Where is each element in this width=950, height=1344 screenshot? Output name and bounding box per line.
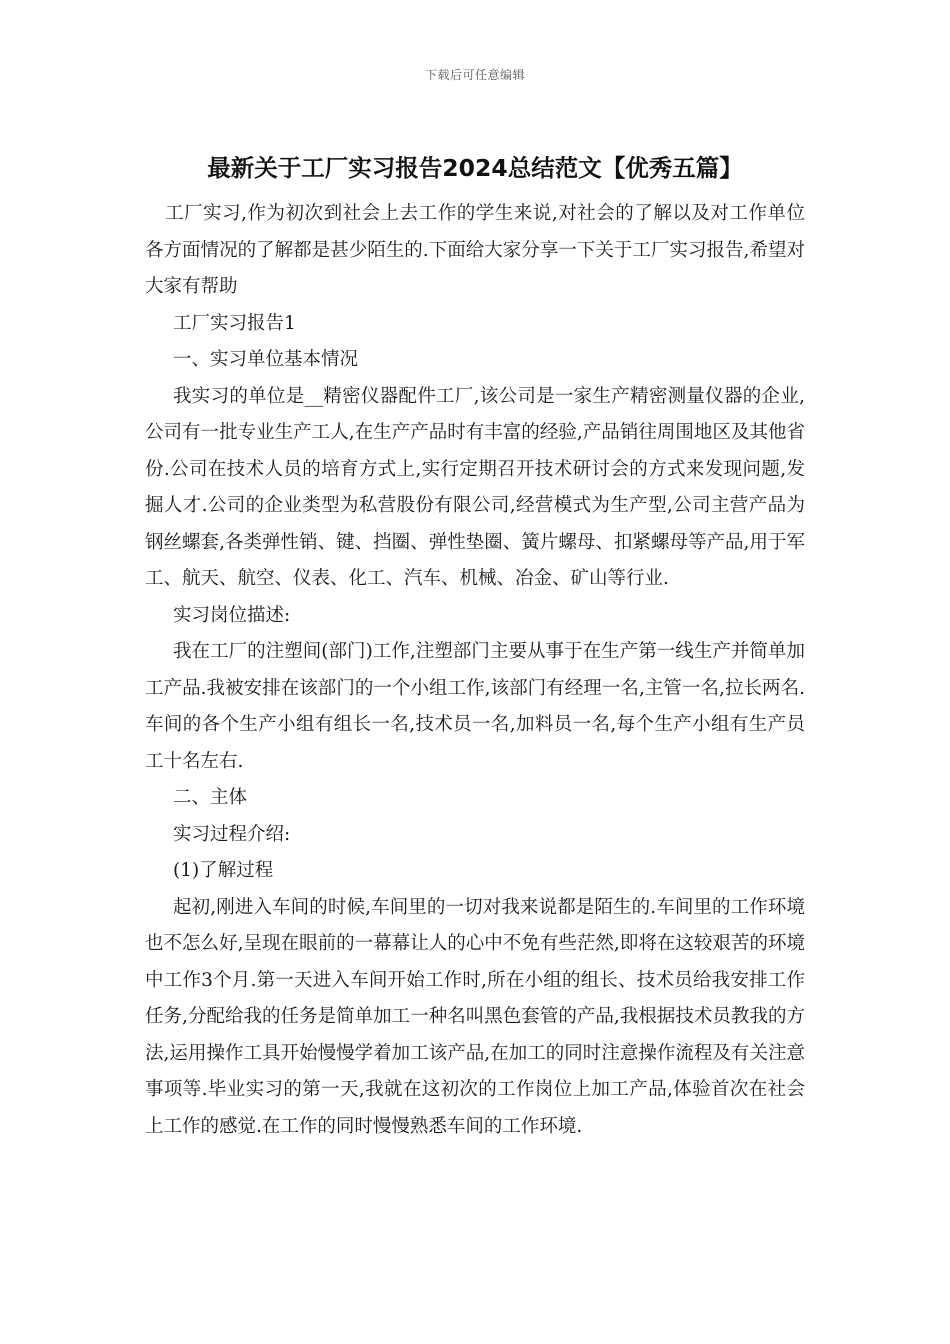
intro-paragraph: 工厂实习,作为初次到社会上去工作的学生来说,对社会的了解以及对工作单位各方面情况的了解都是甚少陌生的.下面给大家分享一下关于工厂实习报告,希望对大家有帮助 bbox=[145, 203, 805, 297]
section-heading-process: 实习过程介绍: bbox=[173, 823, 291, 845]
document-title: 最新关于工厂实习报告2024总结范文【优秀五篇】 bbox=[207, 154, 743, 182]
position-description-paragraph: 我在工厂的注塑间(部门)工作,注塑部门主要从事于在生产第一线生产并简单加工产品.我被安排在该部门的一个小组工作,该部门有经理一名,主管一名,拉长两名.车间的各个生产小组有组长一名,技术员一名,加料员一名,每个生产小组有生产员工十名左右. bbox=[145, 641, 805, 772]
section-heading-understanding: (1)了解过程 bbox=[173, 860, 274, 881]
company-description-paragraph: 我实习的单位是__精密仪器配件工厂,该公司是一家生产精密测量仪器的企业,公司有一批专业生产工人,在生产产品时有丰富的经验,产品销往周围地区及其他省份.公司在技术人员的培育方式上,实行定期召开技术研讨会的方式来发现问题,发掘人才.公司的企业类型为私营股份有限公司,经营模式为生产型,公司主营产品为钢丝螺套,各类弹性销、键、挡圈、弹性垫圈、簧片螺母、扣紧螺母等产品,用于军工、航天、航空、仪表、化工、汽车、机械、冶金、矿山等行业. bbox=[145, 385, 805, 589]
section-heading-report-1: 工厂实习报告1 bbox=[173, 312, 296, 334]
section-heading-position: 实习岗位描述: bbox=[173, 604, 291, 626]
header-note: 下载后可任意编辑 bbox=[424, 68, 525, 82]
section-heading-main-body: 二、主体 bbox=[173, 787, 248, 808]
section-heading-company-info: 一、实习单位基本情况 bbox=[173, 349, 359, 370]
document-body bbox=[145, 196, 805, 1145]
process-description-paragraph: 起初,刚进入车间的时候,车间里的一切对我来说都是陌生的.车间里的工作环境也不怎么好,呈现在眼前的一幕幕让人的心中不免有些茫然,即将在这较艰苦的环境中工作3个月.第一天进入车间开始工作时,所在小组的组长、技术员给我安排工作任务,分配给我的任务是简单加工一种名叫黑色套管的产品,我根据技术员教我的方法,运用操作工具开始慢慢学着加工该产品,在加工的同时注意操作流程及有关注意事项等.毕业实习的第一天,我就在这初次的工作岗位上加工产品,体验首次在社会上工作的感觉.在工作的同时慢慢熟悉车间的工作环境. bbox=[145, 896, 805, 1137]
